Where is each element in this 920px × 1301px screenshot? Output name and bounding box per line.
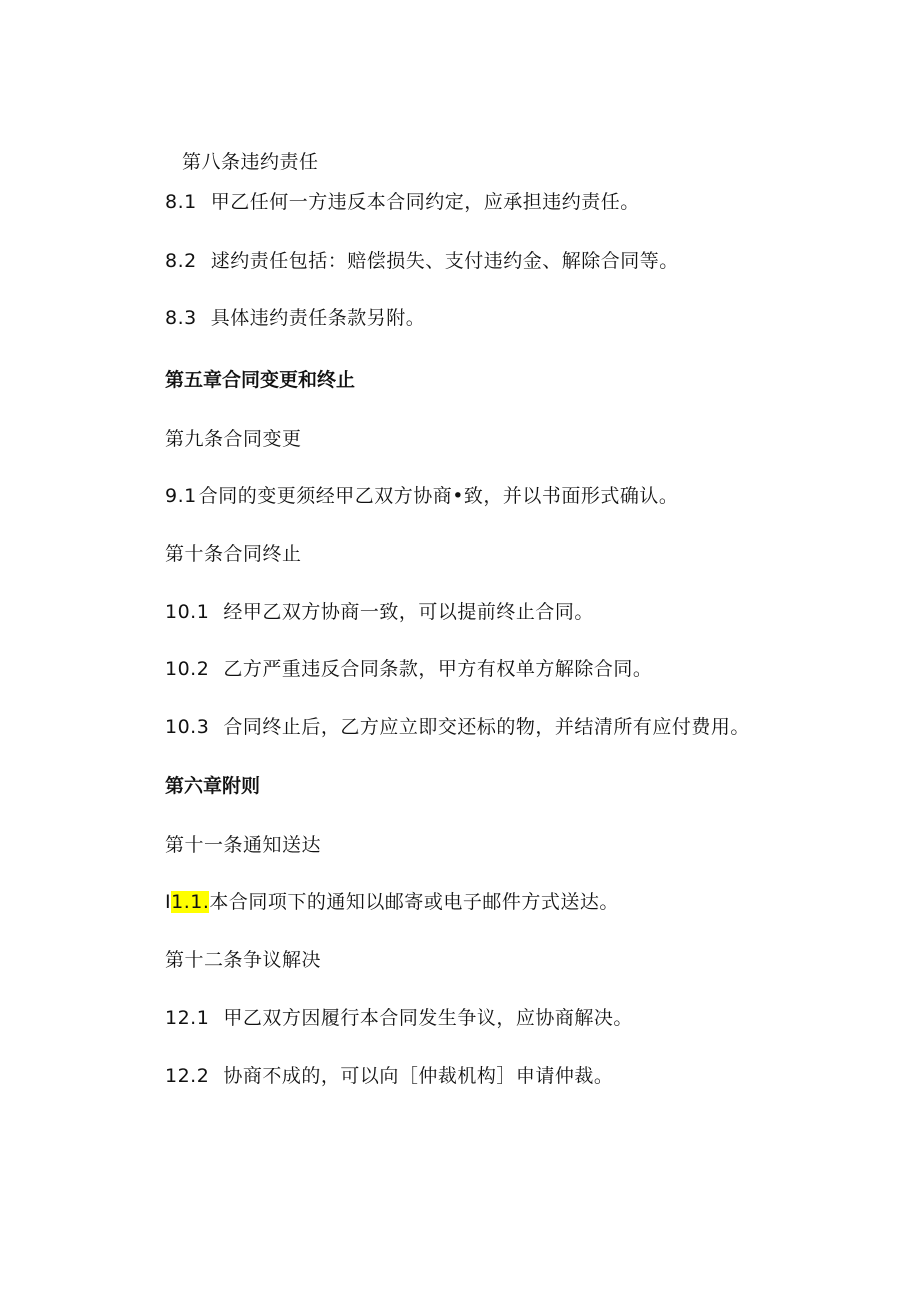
clause-number: 8.1 (165, 191, 197, 213)
clause-number: 10.3 (165, 716, 210, 738)
clause-text: 经甲乙双方协商一致，可以提前终止合同。 (223, 601, 594, 623)
clause-10-1 (165, 598, 594, 626)
clause-11-1 (165, 888, 619, 916)
clause-text: 合同终止后，乙方应立即交还标的物，并结清所有应付费用。 (223, 716, 750, 738)
clause-number: 10.1 (165, 601, 210, 623)
clause-8-3 (165, 304, 425, 332)
clause-8-2 (165, 247, 679, 275)
clause-number: 10.2 (165, 658, 210, 680)
clause-number: 9.1 (165, 485, 197, 507)
clause-number: 8.3 (165, 307, 197, 329)
clause-12-2 (165, 1062, 613, 1090)
clause-text: 本合同项下的通知以邮寄或电子邮件方式送达。 (209, 891, 619, 913)
article-11-title: 第十一条通知送达 (165, 834, 322, 856)
clause-number: 12.2 (165, 1065, 210, 1087)
clause-9-1 (165, 482, 678, 510)
chapter-5-title: 第五章合同变更和终止 (165, 369, 356, 391)
clause-text: 逑约责任包括：赔偿损失、支付违约金、解除合同等。 (210, 250, 679, 272)
article-12-title: 第十二条争议解决 (165, 949, 322, 971)
clause-10-2 (165, 655, 652, 683)
clause-text: 具体违约责任条款另附。 (210, 307, 426, 329)
clause-number: 8.2 (165, 250, 197, 272)
clause-text: 甲乙任何一方违反本合同约定，应承担违约责任。 (210, 191, 640, 213)
clause-8-1 (165, 188, 640, 216)
clause-text: 乙方严重违反合同条款，甲方有权单方解除合同。 (223, 658, 653, 680)
chapter-6-title: 第六章附则 (165, 775, 261, 797)
article-9-title: 第九条合同变更 (165, 428, 302, 450)
article-8-title: 第八条违约责任 (182, 151, 319, 173)
clause-text: 合同的变更须经甲乙双方协商•致，并以书面形式确认。 (198, 485, 679, 507)
clause-text: 协商不成的，可以向［仲裁机构］申请仲裁。 (223, 1065, 614, 1087)
article-10-title: 第十条合同终止 (165, 543, 302, 565)
clause-text: 甲乙双方因履行本合同发生争议，应协商解决。 (223, 1007, 633, 1029)
clause-prefix: I (165, 891, 172, 913)
clause-10-3 (165, 713, 750, 741)
clause-number: 12.1 (165, 1007, 210, 1029)
highlighted-clause-number: 1.1. (171, 891, 210, 913)
clause-12-1 (165, 1004, 633, 1032)
